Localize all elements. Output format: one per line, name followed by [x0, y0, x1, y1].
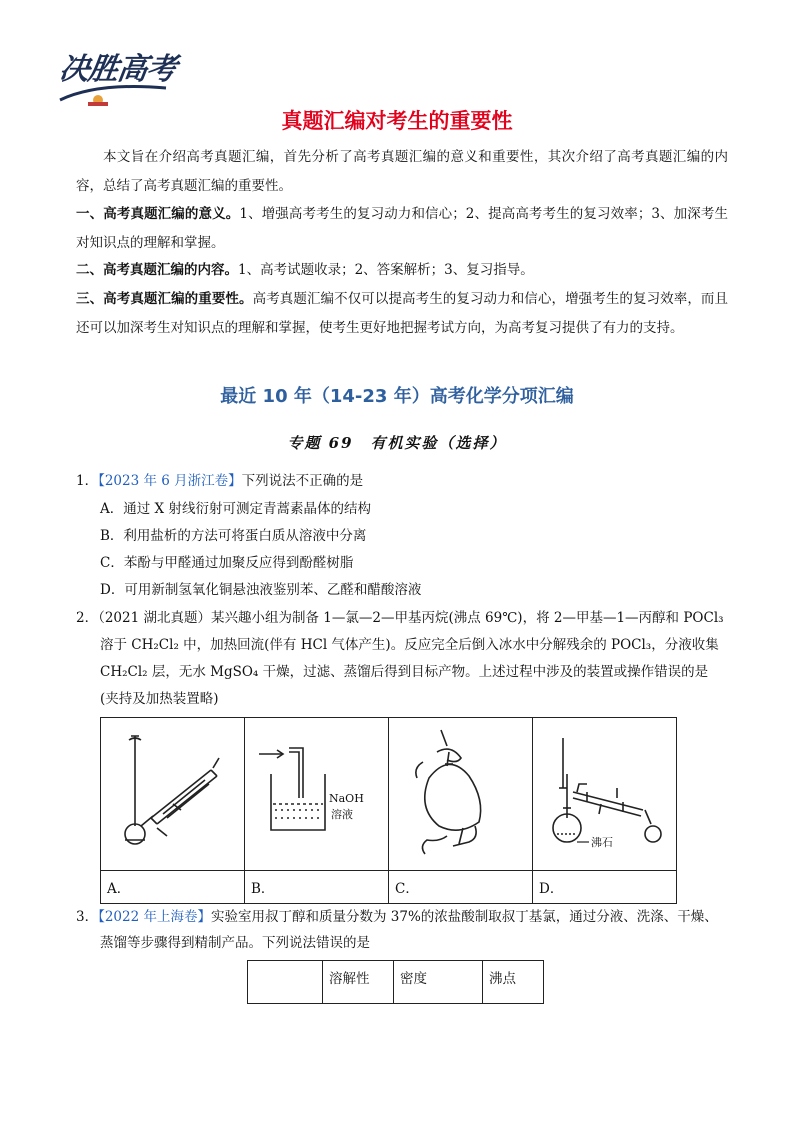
question-2-line-3: CH₂Cl₂ 层，无水 MgSO₄ 干燥，过滤、蒸馏后得到目标产物。上述过程中涉及的装置或操作错误的是: [100, 664, 709, 680]
question-1: [76, 468, 728, 494]
option-a: A．通过 X 射线衍射可测定青蒿素晶体的结构: [100, 501, 371, 517]
naoh-label: NaOH: [329, 792, 364, 805]
separatory-funnel-icon: [389, 718, 532, 866]
apparatus-a-cell: [101, 718, 245, 871]
content-text: 1、高考试题收录；2、答案解析；3、复习指导。: [238, 262, 534, 278]
section-content: [76, 256, 728, 285]
section-significance: [76, 200, 728, 258]
significance-text: 1、增强高考考生的复习动力和信心；2、提高高考考生的复习效率；3、加深考生对知识点的理解和掌握。: [76, 206, 728, 251]
apparatus-table: [100, 717, 677, 904]
content-heading: 二、高考真题汇编的内容。: [76, 262, 238, 278]
section-importance: [76, 285, 728, 343]
label-d: D．: [533, 871, 677, 904]
intro-paragraph: 本文旨在介绍高考真题汇编，首先分析了高考真题汇编的意义和重要性，其次介绍了高考真题汇编的内容，总结了高考真题汇编的重要性。: [76, 149, 728, 194]
option-d: D．可用新制氢氧化铜悬浊液鉴别苯、乙醛和醋酸溶液: [100, 582, 422, 598]
question-source: 【2023 年 6 月浙江卷】: [98, 473, 242, 489]
question-number: 1．: [76, 473, 99, 489]
property-table: [247, 960, 544, 1004]
logo-swoosh-icon: [58, 78, 168, 108]
question-stem: 下列说法不正确的是: [241, 473, 364, 489]
label-b: B．: [245, 871, 389, 904]
option-c: C．苯酚与甲醛通过加聚反应得到酚醛树脂: [100, 555, 354, 571]
question-3-line-1: [76, 904, 728, 930]
page-title: 真题汇编对考生的重要性: [281, 109, 513, 133]
table-header-cell: 溶解性: [323, 961, 394, 1004]
question-2-line-1: [76, 605, 736, 632]
question-text: 某兴趣小组为制备 1—氯—2—甲基丙烷(沸点 69℃)，将 2—甲基—1—丙醇和 POCl₃: [211, 610, 724, 626]
table-header-cell: 密度: [394, 961, 483, 1004]
topic-title: 专题 69 有机实验（选择）: [287, 434, 507, 452]
label-a: A．: [101, 871, 245, 904]
table-header-cell: 沸点: [483, 961, 544, 1004]
apparatus-c-cell: [389, 718, 533, 871]
significance-heading: 一、高考真题汇编的意义。: [76, 206, 240, 222]
stone-label: 沸石: [591, 836, 613, 849]
distillation-apparatus-icon: [533, 718, 676, 866]
question-2-line-4: (夹持及加热装置略): [100, 691, 219, 707]
section-title: 最近 10 年（14-23 年）高考化学分项汇编: [220, 386, 574, 407]
option-b: B．利用盐析的方法可将蛋白质从溶液中分离: [100, 528, 367, 544]
question-text: 实验室用叔丁醇和质量分数为 37%的浓盐酸制取叔丁基氯，通过分液、洗涤、干燥、: [211, 909, 718, 925]
question-2-line-2: 溶于 CH₂Cl₂ 中，加热回流(伴有 HCl 气体产生)。反应完全后倒入冰水中分解残余的 POCl₃，分液收集: [100, 637, 719, 653]
logo-text: 决胜高考: [57, 52, 178, 87]
table-header-cell: [248, 961, 323, 1004]
importance-text: 高考真题汇编不仅可以提高考生的复习动力和信心，增强考生的复习效率，而且还可以加深考生对知识点的理解和掌握，使考生更好地把握考试方向，为高考复习提供了有力的支持。: [76, 291, 729, 336]
gas-absorption-icon: [245, 718, 388, 866]
question-3-line-2: 蒸馏等步骤得到精制产品。下列说法错误的是: [100, 935, 370, 951]
importance-heading: 三、高考真题汇编的重要性。: [76, 291, 253, 307]
table-row: [248, 961, 544, 1004]
solution-label: 溶液: [331, 808, 353, 821]
label-c: C．: [389, 871, 533, 904]
question-number: 3．: [76, 909, 99, 925]
question-source: （2021 湖北真题）: [98, 610, 211, 626]
question-source: 【2022 年上海卷】: [98, 909, 211, 925]
question-number: 2．: [76, 610, 99, 626]
reflux-apparatus-icon: [101, 718, 244, 866]
question-2: [76, 605, 736, 713]
brand-logo: [58, 42, 178, 114]
question-3: [76, 904, 728, 956]
apparatus-d-cell: [533, 718, 677, 871]
apparatus-b-cell: [245, 718, 389, 871]
